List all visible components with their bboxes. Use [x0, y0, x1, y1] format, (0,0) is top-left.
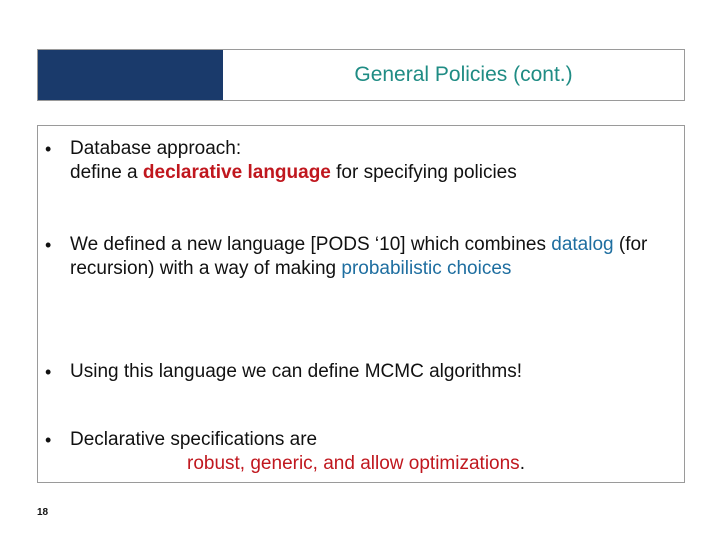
- bullet-dot: •: [45, 362, 52, 382]
- emphasis-declarative-language: declarative language: [142, 162, 331, 183]
- slide-content-box: [37, 125, 685, 483]
- title-color-block: [38, 50, 223, 100]
- bullet-text: [70, 137, 680, 185]
- bullet-text: [70, 233, 680, 281]
- emphasis-probabilistic-choices: probabilistic choices: [341, 258, 512, 279]
- slide-title: General Policies (cont.): [354, 63, 573, 86]
- emphasis-robust-generic: robust, generic, and allow optimizations: [187, 453, 520, 474]
- slide-title-bar: [37, 49, 685, 101]
- bullet-dot: •: [45, 430, 52, 450]
- bullet-text-segment: for specifying policies: [330, 162, 517, 183]
- bullet-dot: •: [45, 235, 52, 255]
- bullet-line: Declarative specifications are: [70, 429, 318, 450]
- bullet-text-segment: define a: [70, 162, 143, 183]
- emphasis-datalog: datalog: [551, 234, 614, 255]
- bullet-text: Using this language we can define MCMC algorithms!: [70, 361, 522, 382]
- bullet-text-segment: (for recursion) with a way of making: [70, 234, 648, 279]
- bullet-text-segment: We defined a new language [PODS ‘10] which combines: [70, 234, 552, 255]
- bullet-dot: •: [45, 139, 52, 159]
- bullet-line: Database approach:: [70, 138, 242, 159]
- page-number: 18: [37, 507, 49, 518]
- bullet-text-segment: .: [519, 453, 525, 474]
- bullet-text: [70, 428, 680, 476]
